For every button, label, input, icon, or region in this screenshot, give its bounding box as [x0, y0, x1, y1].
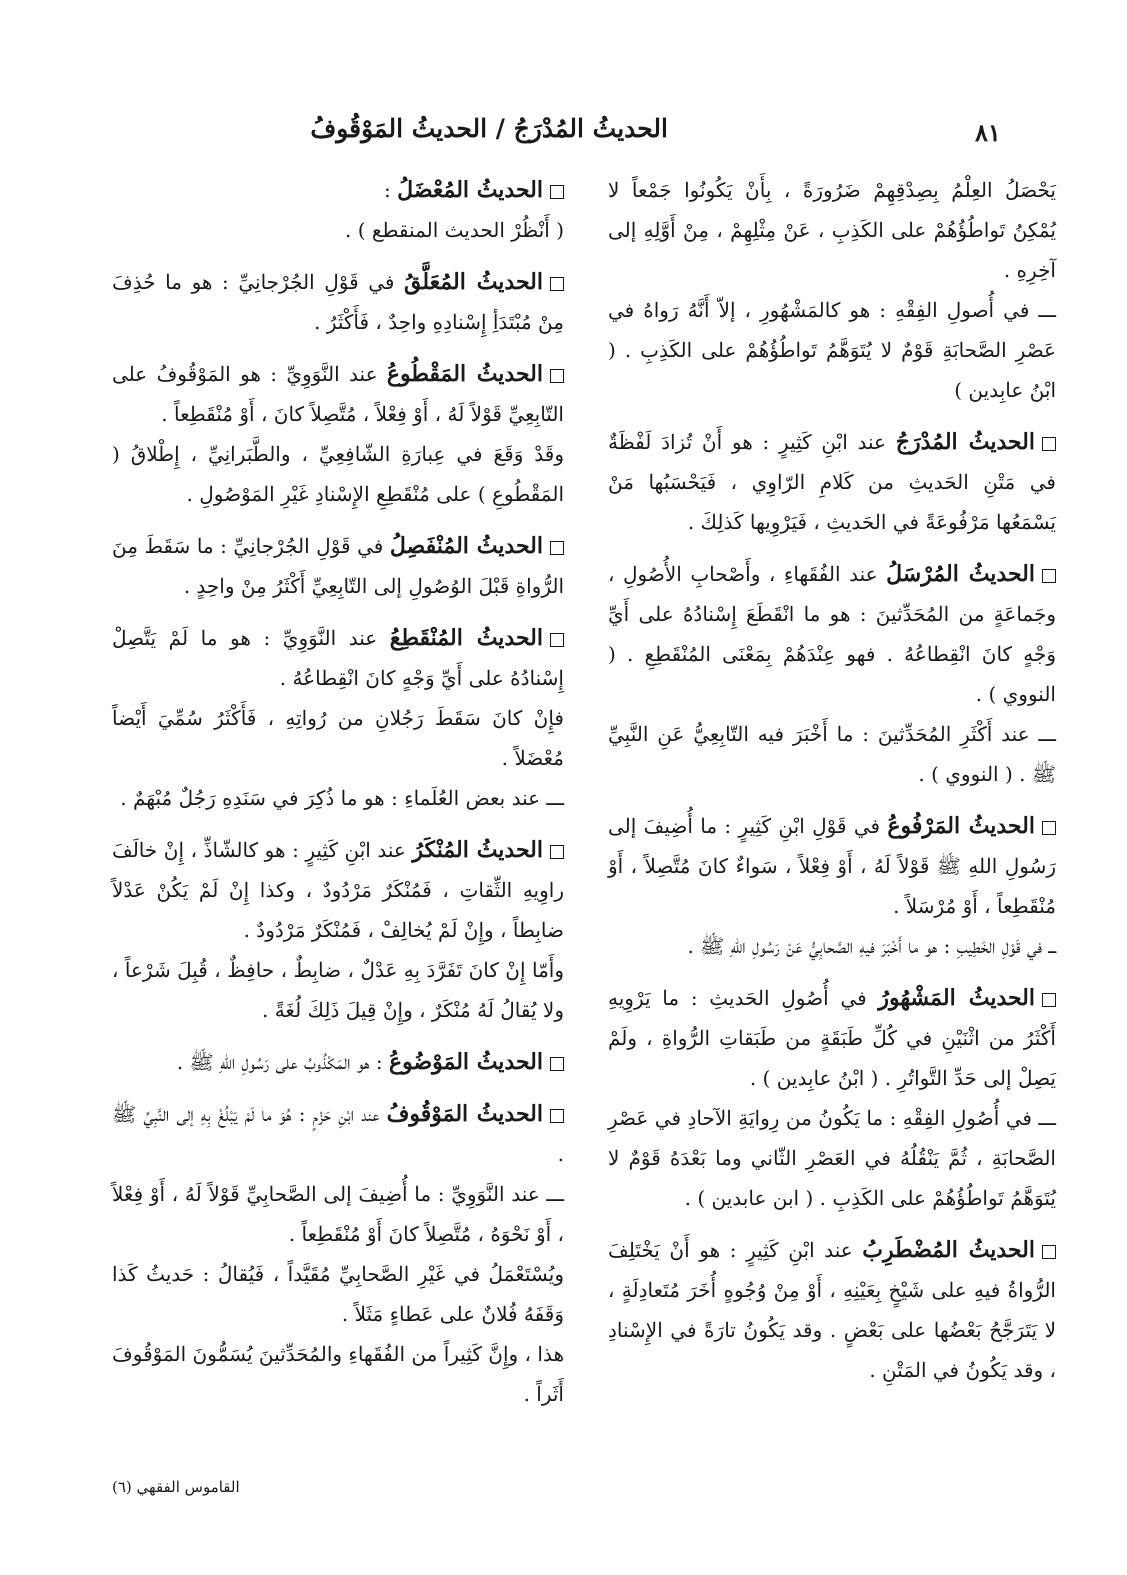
- entry-definition-line: [608, 1230, 1056, 1390]
- square-bullet-icon: [550, 369, 564, 383]
- continuation-entry: [608, 170, 1056, 410]
- entry-definition-line: [112, 1042, 564, 1082]
- square-bullet-icon: [550, 633, 564, 647]
- entry-sub-definition: فإِنْ كانَ سَقَطَ رَجُلانِ من رُواتِهِ ، فَأَكْثَرُ سُمِّيَ أَيْضاً مُعْضَلاً .: [112, 706, 564, 770]
- square-bullet-icon: [1042, 993, 1056, 1007]
- entry-definition-line: [112, 170, 564, 210]
- entry-definition-line: [608, 806, 1056, 926]
- entry-definition-line: [112, 618, 564, 698]
- entry-definition-line: [112, 354, 564, 434]
- dictionary-entry: [112, 1042, 564, 1082]
- square-bullet-icon: [550, 185, 564, 199]
- entry-term: الحديثُ المُنْكَرُ: [412, 837, 543, 863]
- entry-definition: في قَوْلِ ابْنِ كَثِيرٍ : ما أُضِيفَ إلى رَسُولِ اللهِ ﷺ قَوْلاً لَهُ ، أَوْ فِعْلاً ، سَواءٌ كانَ مُتَّصِلاً ، أَوْ مُنْقَطِعاً ، أَوْ مُرْسَلاً .: [608, 814, 1056, 918]
- entry-sub-definition: ـــ في أُصُولِ الفِقْهِ : ما يَكُونُ من رِوايَةِ الآحادِ في عَصْرِ الصَّحابَةِ ، ثُمَّ يَنْقُلُهُ في العَصْرِ الثّاني وما بَعْدَهُ قَوْمٌ لا يُتَوَهَّمُ تَواطُؤُهُمْ على الكَذِبِ . ( ابن عابدين ) .: [608, 1106, 1056, 1210]
- entry-definition-line: [112, 830, 564, 950]
- entry-term: الحديثُ المَرْفُوعُ: [887, 813, 1035, 839]
- square-bullet-icon: [1042, 1245, 1056, 1259]
- entry-term: الحديثُ المَقْطُوعُ: [386, 361, 543, 387]
- entry-sub-definition: وأَمّا إِنْ كانَ تَفَرَّدَ بِهِ عَدْلٌ ، ضابِطٌ ، حافِظٌ ، قُبِلَ شَرْعاً ، ولا يُقالُ لَهُ مُنْكَرٌ ، وإِنْ قِيلَ ذَلِكَ لُغَةً .: [112, 958, 564, 1022]
- entry-definition: : هو المَكْذُوبُ على رَسُولِ اللهِ ﷺ .: [176, 1050, 383, 1074]
- footer-book-title: القاموس الفقهي (٦): [112, 1478, 240, 1496]
- entry-sub-definition: ـــ عند أَكْثَرِ المُحَدِّثينَ : ما أَخْبَرَ فيه التّابِعِيُّ عَنِ النَّبِيِّ ﷺ . ( النووي ) .: [608, 722, 1056, 786]
- square-bullet-icon: [550, 1109, 564, 1123]
- entry-term: الحديثُ المَوْقُوفُ: [386, 1101, 543, 1127]
- entry-sub-definition: ـــ عند النَّوَوِيِّ : ما أُضِيفَ إلى الصَّحابِيِّ قَوْلاً لَهُ ، أَوْ فِعْلاً ، أَوْ نَحْوَهُ ، مُتَّصِلاً كانَ أَوْ مُنْقَطِعاً .: [112, 1182, 564, 1246]
- entry-definition-line: [608, 554, 1056, 714]
- entry-definition: عند ابْنِ كَثِيرٍ : هو أَنْ تُزادَ لَفْظَةٌ في مَتْنِ الحَديثِ من كَلامِ الرّاوِي ، فَيَحْسَبُها مَنْ يَسْمَعُها مَرْفُوعَةً في الحَديثِ ، فَيَرْوِيها كَذلِكَ .: [608, 430, 1056, 534]
- page-number: ٨١: [975, 118, 1001, 147]
- left-column: [112, 170, 564, 1426]
- entry-definition: عند النَّوَوِيِّ : هو ما لَمْ يَتَّصِلْ إِسْنادُهُ على أَيِّ وَجْهٍ كانَ انْقِطاعُهُ .: [112, 626, 564, 690]
- dictionary-entry: [112, 170, 564, 250]
- entry-term: الحديثُ المُنْقَطِعُ: [389, 625, 543, 651]
- square-bullet-icon: [1042, 821, 1056, 835]
- entry-term: الحديثُ المَوْضُوعُ: [388, 1049, 543, 1075]
- entry-term: الحديثُ المُنْفَصِلُ: [389, 533, 543, 559]
- entry-term: الحديثُ المُدْرَجُ: [895, 429, 1036, 455]
- dictionary-entry: [608, 422, 1056, 542]
- entry-term: الحديثُ المَشْهُورُ: [878, 985, 1036, 1011]
- entry-sub-definition: ـــ في قَوْلِ الخَطِيبِ : هو ما أَخْبَرَ فيهِ الصَّحابِيُّ عَنْ رَسُولِ اللهِ ﷺ .: [687, 934, 1056, 958]
- entry-term: الحديثُ المُعْضَلُ: [397, 177, 543, 203]
- entry-definition-line: [112, 1094, 564, 1174]
- left-entries-list: [112, 170, 564, 1414]
- dictionary-entry: [112, 526, 564, 606]
- entry-definition: عند ابْنِ حَزْمٍ : هُوَ ما لَمْ يَبْلُغْ بِهِ إلى النَّبِيِّ ﷺ .: [112, 1102, 564, 1166]
- entry-definition: عند ابْنِ كَثِيرٍ : هو أَنْ يَخْتَلِفَ الرُّواةُ فيهِ على شَيْخٍ بِعَيْنِهِ ، أَوْ مِنْ وُجُوهٍ أُخَرَ مُتَعادِلَةٍ ، لا يَتَرَجَّحُ بَعْضُها على بَعْضٍ . وقد يَكُونُ تارَةً في الإِسْنادِ ، وقد يَكُونُ في المَتْنِ .: [608, 1238, 1056, 1382]
- square-bullet-icon: [550, 277, 564, 291]
- entry-term: الحديثُ المُرْسَلُ: [886, 561, 1035, 587]
- dictionary-entry: [112, 830, 564, 1030]
- entry-definition: في أُصُولِ الحَديثِ : ما يَرْوِيهِ أَكْثَرُ من اثْنَيْنِ في كُلِّ طَبَقَةٍ من طَبَقاتِ الرُّواةِ ، ولَمْ يَصِلْ إلى حَدِّ التَّواتُرِ . ( ابْنُ عابِدين ) .: [608, 986, 1056, 1090]
- entry-definition: عند الفُقَهاءِ ، وأَصْحابِ الأُصُولِ ، وجَماعَةٍ من المُحَدِّثينَ : هو ما انْقَطَعَ إِسْنادُهُ على أَيِّ وَجْهٍ كانَ انْقِطاعُهُ . فهو عِنْدَهُمْ بِمَعْنَى المُنْقَطِعِ . ( النووي ) .: [608, 562, 1056, 706]
- continuation-sub-definition: ـــ في أُصولِ الفِقْهِ : هو كالمَشْهُورِ ، إلاّ أَنَّهُ رَواهُ في عَصْرِ الصَّحابَةِ قَوْمٌ لا يُتَوَهَّمُ تَواطُؤُهُمْ على الكَذِبِ . ( ابْنُ عابِدين ): [608, 298, 1056, 402]
- square-bullet-icon: [550, 541, 564, 555]
- running-title: الحديثُ المُدْرَجُ / الحديثُ المَوْقُوفُ: [310, 114, 668, 143]
- entry-definition-line: [112, 262, 564, 342]
- entry-sub-definition: ـــ عند بعض العُلَماءِ : هو ما ذُكِرَ في سَنَدِهِ رَجُلٌ مُبْهَمٌ .: [120, 786, 564, 810]
- entry-term: الحديثُ المُضْطَرِبُ: [862, 1237, 1035, 1263]
- square-bullet-icon: [550, 845, 564, 859]
- dictionary-entry: [608, 1230, 1056, 1390]
- entry-sub-definition: هذا ، وإِنَّ كَثِيراً من الفُقَهاءِ والمُحَدِّثينَ يُسَمُّونَ المَوْقُوفَ أَثَراً .: [112, 1342, 564, 1406]
- continuation-text: يَحْصَلُ العِلْمُ بِصِدْقِهِمْ ضَرُورَةً ، بِأَنْ يَكُونُوا جَمْعاً لا يُمْكِنُ تَواطُؤُهُمْ على الكَذِبِ ، عَنْ مِثْلِهِمْ ، مِنْ أَوَّلِهِ إلى آخِرِهِ .: [608, 178, 1056, 282]
- dictionary-entry: [112, 262, 564, 342]
- entry-definition-line: [608, 422, 1056, 542]
- entry-definition-line: [112, 526, 564, 606]
- entry-definition: عند النَّوَوِيِّ : هو المَوْقُوفُ على التّابِعِيِّ قَوْلاً لَهُ ، أَوْ فِعْلاً ، مُتَّصِلاً كانَ ، أَوْ مُنْقَطِعاً .: [112, 362, 564, 426]
- square-bullet-icon: [1042, 569, 1056, 583]
- entry-definition-line: [608, 978, 1056, 1098]
- entry-definition: في قَوْلِ الجُرْجانِيِّ : ما سَقَطَ مِنَ الرُّواةِ قَبْلَ الوُصُولِ إلى التّابِعِيِّ أَكْثَرُ مِنْ واحِدٍ .: [112, 534, 564, 598]
- dictionary-entry: [608, 554, 1056, 794]
- entry-sub-definition: وقَدْ وَقَعَ في عِبارَةِ الشّافِعِيِّ ، والطَّبَرانِيِّ ، إِطْلاقُ ( المَقْطُوعِ ) على مُنْقَطِعِ الإِسْنادِ غَيْرِ المَوْصُولِ .: [112, 442, 564, 506]
- right-entries-list: [608, 422, 1056, 1390]
- dictionary-entry: [608, 978, 1056, 1218]
- dictionary-entry: [608, 806, 1056, 966]
- dictionary-entry: [112, 1094, 564, 1414]
- entry-term: الحديثُ المُعَلَّقُ: [404, 269, 543, 295]
- entry-definition: في قَوْلِ الجُرْجانِيِّ : هو ما حُذِفَ مِنْ مُبْتَدَأِ إِسْنادِهِ واحِدٌ ، فَأَكْثَرُ .: [112, 270, 564, 334]
- square-bullet-icon: [1042, 437, 1056, 451]
- right-column: [608, 170, 1056, 1402]
- dictionary-entry: [112, 354, 564, 514]
- entry-sub-definition: ويُسْتَعْمَلُ في غَيْرِ الصَّحابِيِّ مُقَيَّداً ، فَيُقالُ : حَديثُ كَذا وَقَفَهُ فُلانٌ على عَطاءٍ مَثَلاً .: [112, 1262, 564, 1326]
- entry-definition: عند ابْنِ كَثِيرٍ : هو كالشّاذِّ ، إِنْ خالَفَ راوِيهِ الثِّقاتِ ، فَمُنْكَرٌ مَرْدُودٌ ، وكذا إِنْ لَمْ يَكُنْ عَدْلاً ضابِطاً ، وإِنْ لَمْ يُخالِفْ ، فَمُنْكَرٌ مَرْدُودٌ .: [112, 838, 564, 942]
- entry-definition: :: [384, 178, 391, 202]
- square-bullet-icon: [550, 1057, 564, 1071]
- entry-sub-definition: ( أَنْظُرْ الحديث المنقطع ) .: [345, 218, 564, 242]
- dictionary-entry: [112, 618, 564, 818]
